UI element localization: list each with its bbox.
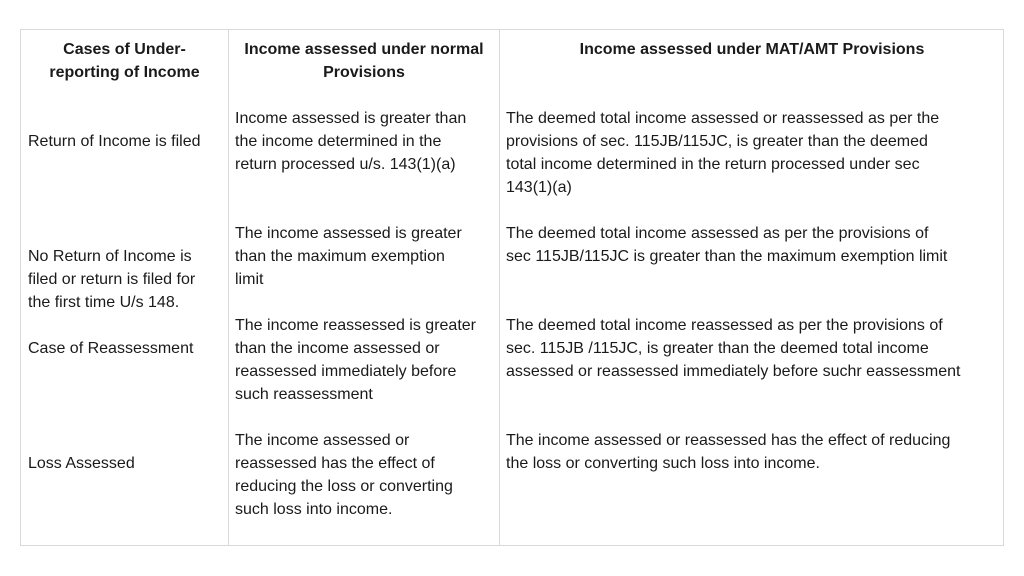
column-divider	[228, 30, 229, 545]
normal-loss-assessed: The income assessed or reassessed has the effect of reducing the loss or converting such loss into income.	[235, 432, 453, 518]
mat-reassessment: The deemed total income reassessed as per the provisions of sec. 115JB /115JC, is greater than the deemed total income assessed or reassessed immediately before suchr eassessment	[506, 317, 961, 380]
case-loss-assessed: Loss Assessed	[28, 455, 135, 472]
mat-loss-assessed: The income assessed or reassessed has the effect of reducing the loss or converting such loss into income.	[506, 432, 951, 472]
header-cases: Cases of Under- reporting of Income	[49, 41, 200, 81]
assessment-table	[20, 29, 1004, 546]
normal-reassessment: The income reassessed is greater than the income assessed or reassessed immediately before such reassessment	[235, 317, 476, 403]
header-normal-provisions: Income assessed under normal Provisions	[244, 41, 484, 81]
column-divider	[499, 30, 500, 545]
mat-no-return: The deemed total income assessed as per the provisions of sec 115JB/115JC is greater than the maximum exemption limit	[506, 225, 948, 265]
normal-no-return: The income assessed is greater than the maximum exemption limit	[235, 225, 462, 288]
normal-return-filed: Income assessed is greater than the income determined in the return processed u/s. 143(1)(a)	[235, 110, 467, 173]
case-no-return: No Return of Income is filed or return is filed for the first time U/s 148.	[28, 248, 196, 311]
header-mat-amt-provisions: Income assessed under MAT/AMT Provisions	[579, 41, 925, 58]
case-reassessment: Case of Reassessment	[28, 340, 194, 357]
mat-return-filed: The deemed total income assessed or reassessed as per the provisions of sec. 115JB/115JC, is greater than the deemed total income determined in the return processed under sec 143(1)(a)	[506, 110, 940, 196]
case-return-filed: Return of Income is filed	[28, 133, 201, 150]
